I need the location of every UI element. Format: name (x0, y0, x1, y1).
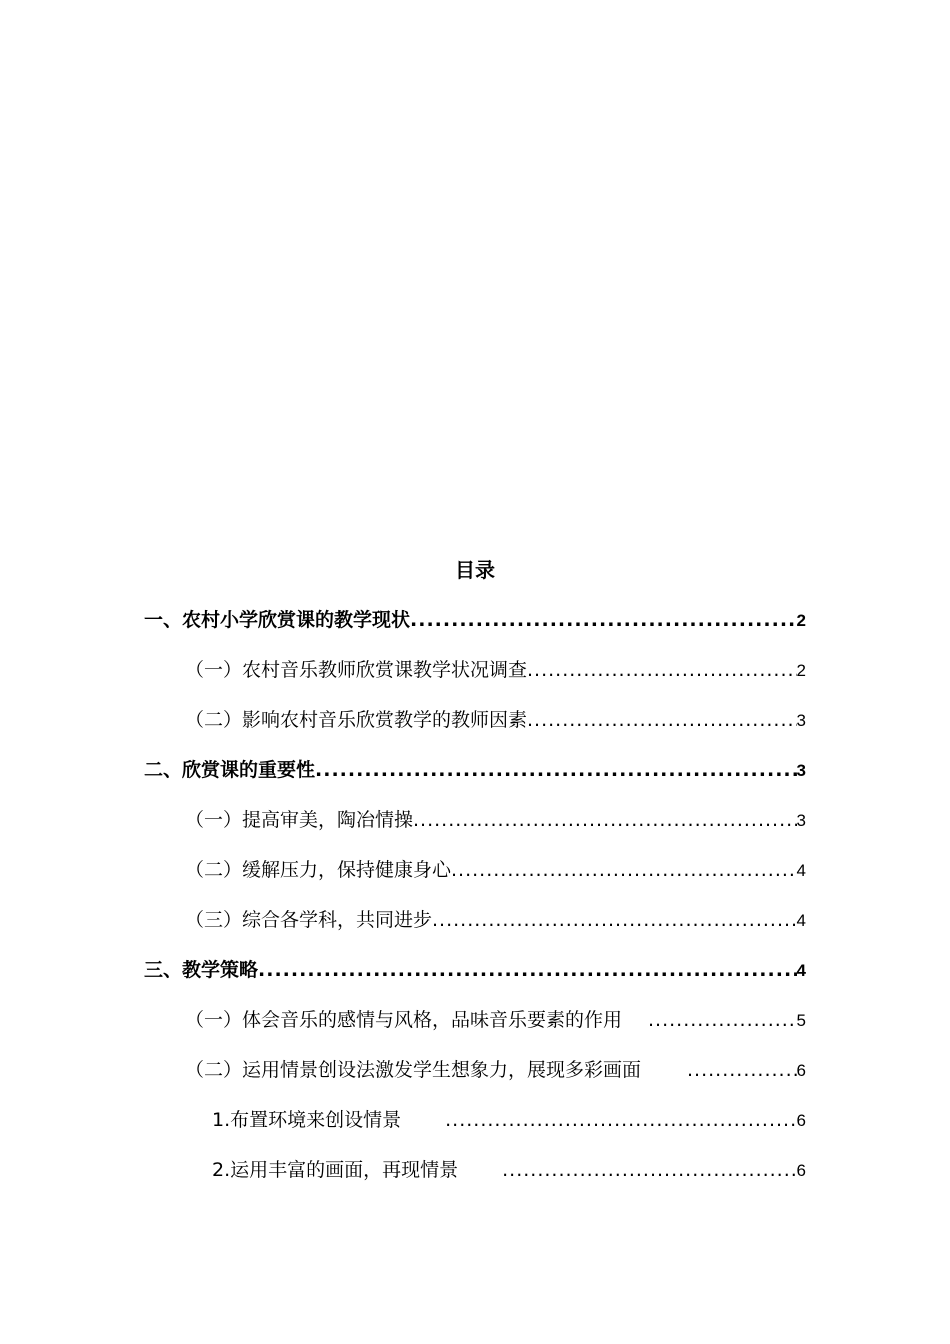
toc-entry[interactable] (212, 1153, 806, 1187)
toc-dot-leader (451, 853, 797, 887)
toc-entry[interactable] (185, 803, 806, 837)
toc-entry[interactable] (185, 903, 806, 937)
toc-entry-text: （二）影响农村音乐欣赏教学的教师因素 (185, 709, 528, 731)
toc-entry-text: （三）综合各学科，共同进步 (185, 909, 433, 931)
toc-page-number: 4 (796, 911, 806, 930)
toc-entry-text: （二）缓解压力，保持健康身心 (185, 859, 452, 881)
toc-entry-text: 三、教学策略 (144, 959, 259, 981)
toc-entry[interactable] (144, 953, 806, 987)
toc-entry[interactable] (212, 1103, 806, 1137)
toc-entry[interactable] (185, 853, 806, 887)
toc-page-number: 2 (796, 611, 806, 630)
toc-entry-text: 2.运用丰富的画面，再现情景 (212, 1159, 459, 1181)
toc-page-number: 2 (796, 661, 806, 680)
toc-entry-text: 1.布置环境来创设情景 (212, 1109, 402, 1131)
toc-page-number: 6 (796, 1061, 806, 1080)
toc-dot-leader (413, 803, 797, 837)
toc-dot-leader (432, 903, 797, 937)
toc-dot-leader (502, 1153, 796, 1187)
toc-page-number: 6 (796, 1161, 806, 1180)
toc-dot-leader (648, 1003, 797, 1037)
toc-dot-leader (315, 753, 797, 787)
toc-page-number: 3 (796, 761, 806, 780)
toc-entry-text: （一）体会音乐的感情与风格，品味音乐要素的作用 (185, 1009, 623, 1031)
toc-entry[interactable] (185, 653, 806, 687)
toc-entry[interactable] (185, 703, 806, 737)
toc-entry-text: （一）农村音乐教师欣赏课教学状况调查 (185, 659, 528, 681)
toc-dot-leader (410, 603, 797, 637)
toc-entry[interactable] (144, 603, 806, 637)
toc-page-number: 4 (796, 861, 806, 880)
toc-entry-text: 二、欣赏课的重要性 (144, 759, 316, 781)
toc-page-number: 3 (796, 811, 806, 830)
toc-dot-leader (687, 1053, 797, 1087)
toc-dot-leader (527, 703, 797, 737)
toc-dot-leader (258, 953, 797, 987)
toc-page-number: 3 (796, 711, 806, 730)
toc-page-number: 5 (796, 1011, 806, 1030)
toc-entry[interactable] (185, 1053, 806, 1087)
toc-page-number: 6 (796, 1111, 806, 1130)
toc-dot-leader (445, 1103, 796, 1137)
toc-entry-text: 一、农村小学欣赏课的教学现状 (144, 609, 411, 631)
toc-page-number: 4 (796, 961, 806, 980)
toc-entry-text: （一）提高审美，陶冶情操 (185, 809, 414, 831)
toc-entry[interactable] (144, 753, 806, 787)
toc-dot-leader (527, 653, 797, 687)
toc-entry[interactable] (185, 1003, 806, 1037)
toc-title: 目录 (455, 558, 495, 582)
toc-entry-text: （二）运用情景创设法激发学生想象力，展现多彩画面 (185, 1059, 642, 1081)
